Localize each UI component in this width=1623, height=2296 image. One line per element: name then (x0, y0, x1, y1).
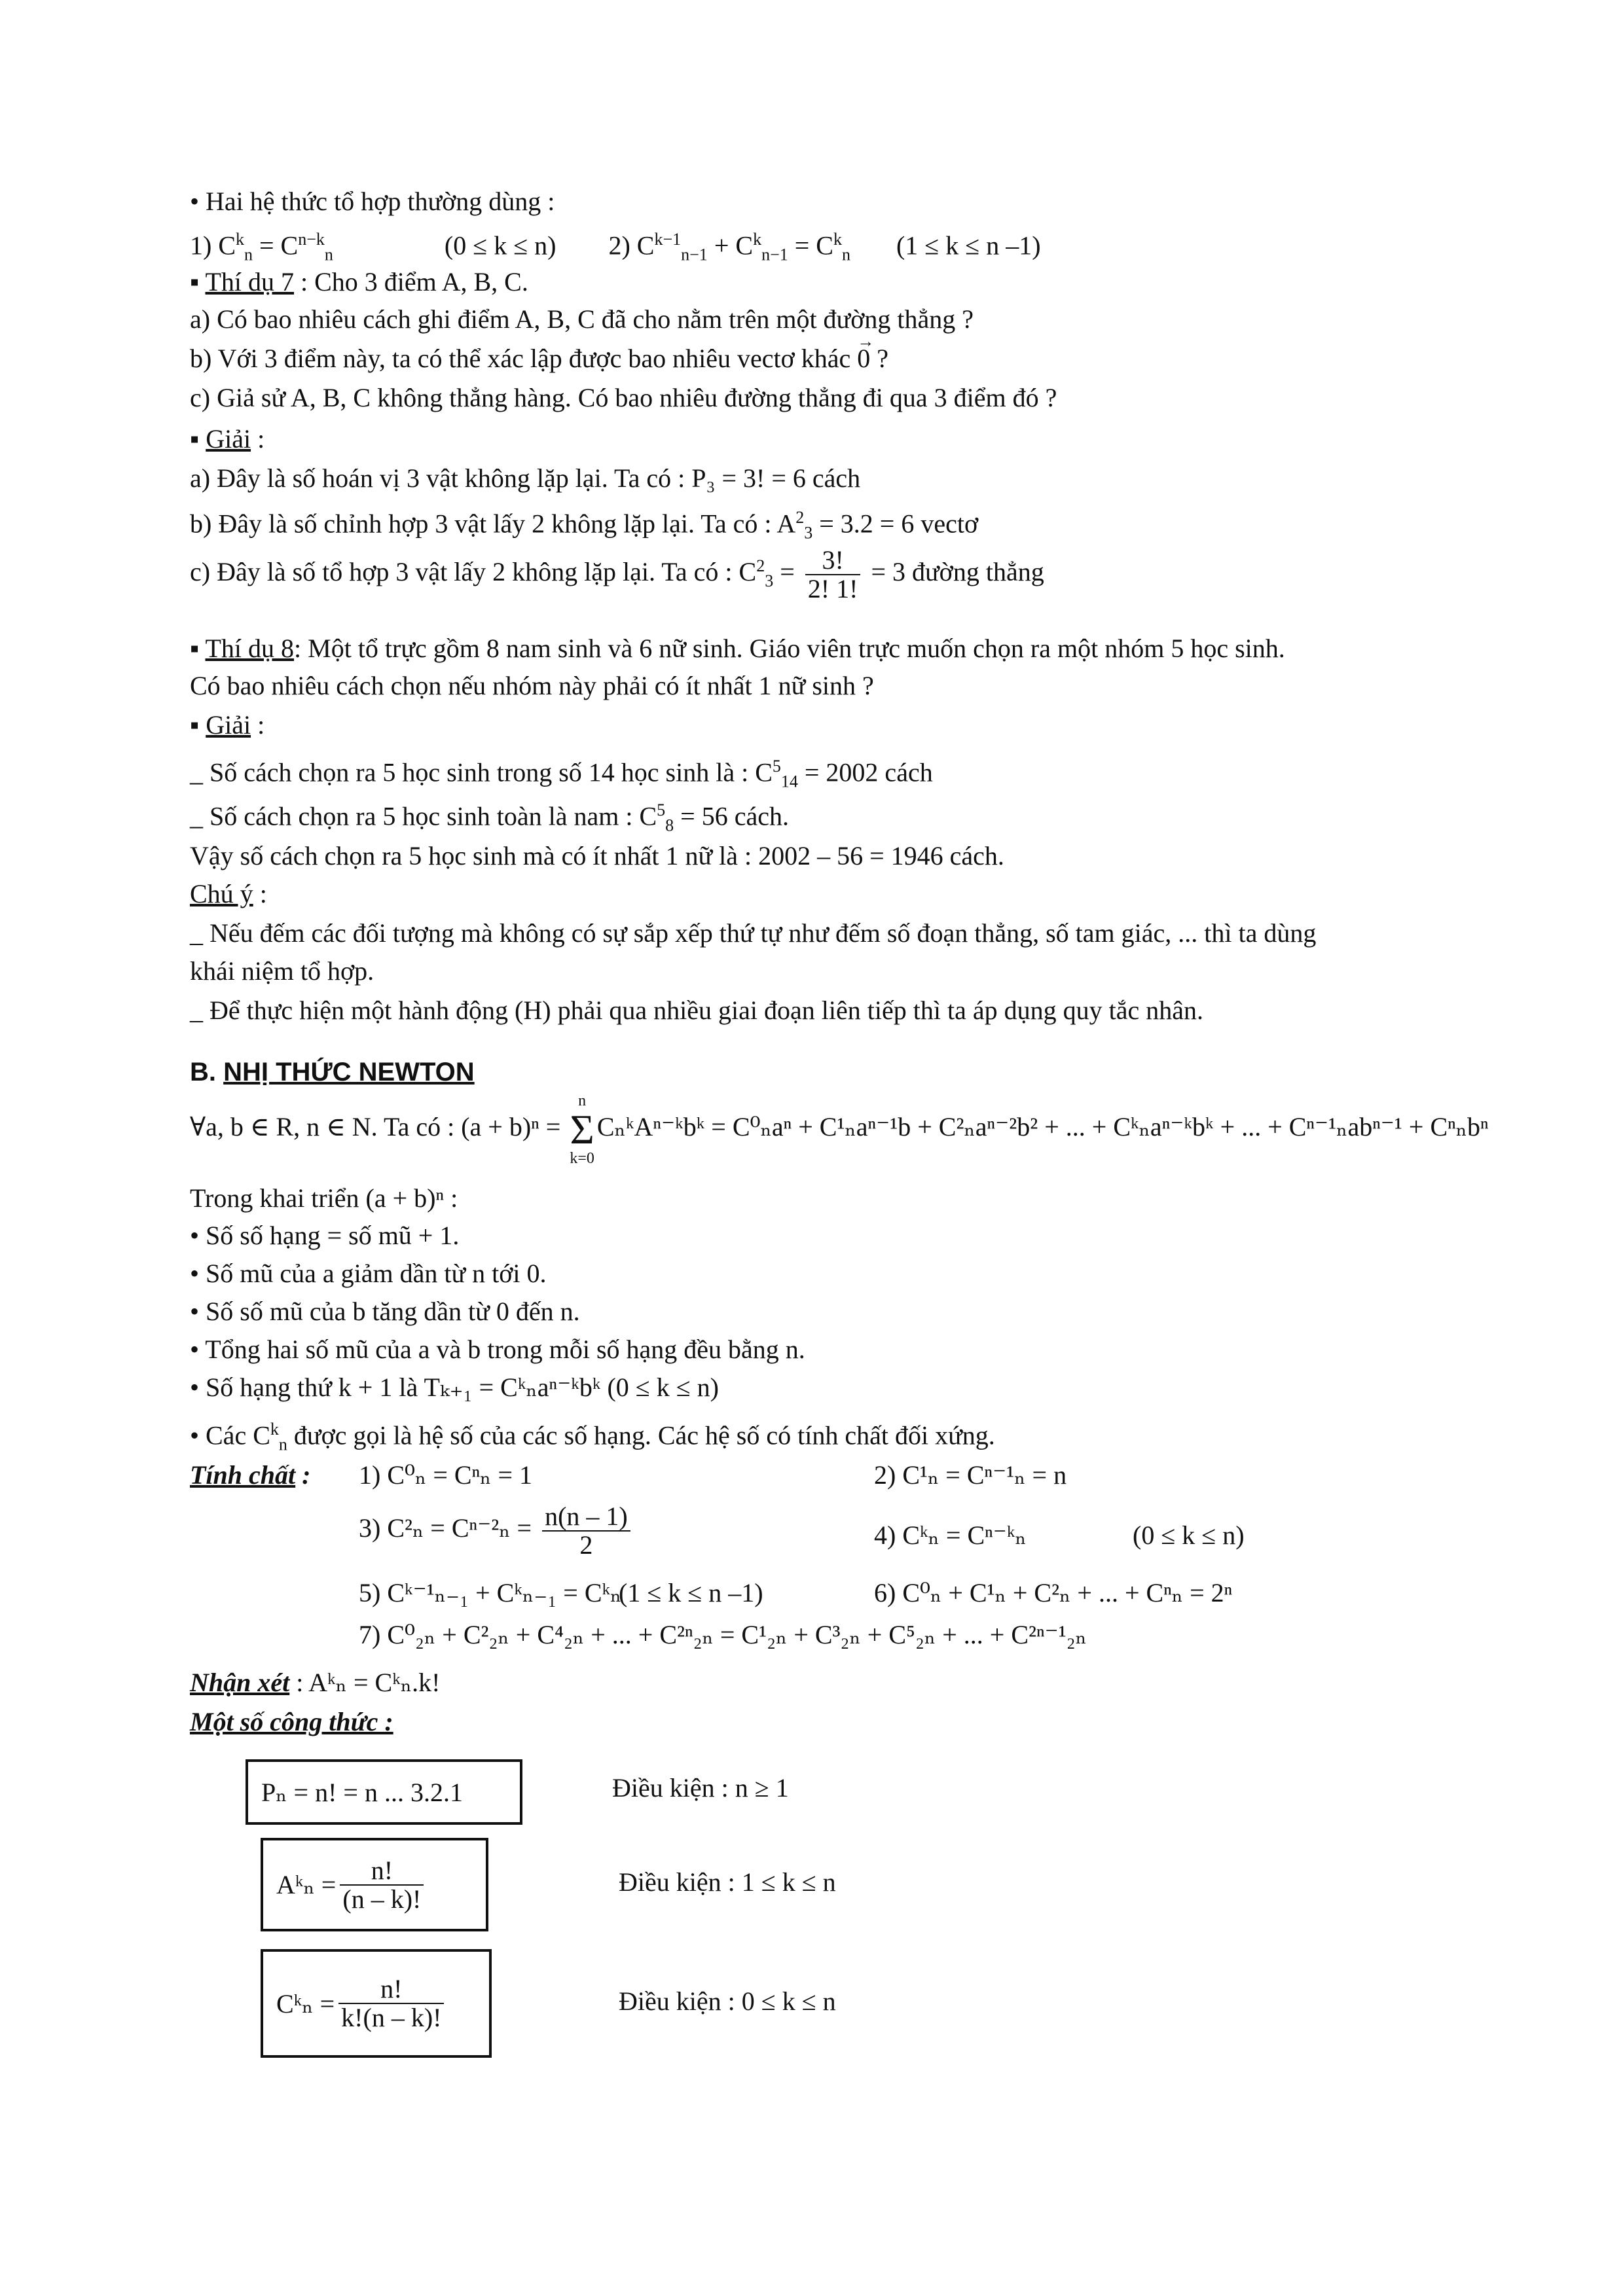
solution-heading-1: ▪ Giải : (190, 424, 265, 454)
formula-box-combination (261, 1949, 492, 2058)
properties-label: Tính chất : (190, 1460, 311, 1490)
fact-6: • Các $C^k_n$ được gọi là hệ số của các số hạng. Các hệ số có tính chất đối xứng. (190, 1420, 995, 1454)
fraction-num: 3! (805, 547, 861, 575)
note-2: _ Để thực hiện một hành động (H) phải qua nhiều giai đoạn liên tiếp thì ta áp dụng quy tắc nhân. (190, 996, 1203, 1025)
sum-bottom: k=0 (570, 1150, 594, 1167)
answer-b-result: = 3.2 = 6 vectơ (812, 509, 979, 539)
box-2-fraction (340, 1857, 424, 1913)
box-3-condition: Điều kiện : 0 ≤ k ≤ n (619, 1986, 836, 2016)
fact-2: • Số mũ của a giảm dần từ n tới 0. (190, 1259, 547, 1288)
fact-1: • Số số hạng = số mũ + 1. (190, 1221, 460, 1250)
box-3-num: n! (338, 1975, 444, 2004)
property-4: 4) Cᵏₙ = Cⁿ⁻ᵏₙ (874, 1520, 1027, 1550)
section-b-title: NHỊ THỨC NEWTON (223, 1058, 475, 1086)
solution-label-2: Giải (206, 710, 251, 740)
zero-vector: → 0 (857, 342, 870, 376)
identity-line: 1) $C^k_n = C^{n-k}_n$ (0 ≤ k ≤ n) 2) $C^{k-1}_{n-1} + C^k_{n-1} = C^k_n$ (1 ≤ k ≤ n –1) (190, 230, 1041, 264)
section-b-prefix: B. (190, 1058, 224, 1086)
fraction-den: 2! 1! (807, 574, 858, 603)
remark-formula: Aᵏₙ = Cᵏₙ.k! (308, 1668, 441, 1697)
question-c: c) Giả sử A, B, C không thẳng hàng. Có bao nhiêu đường thẳng đi qua 3 điểm đó ? (190, 383, 1057, 412)
identity-1-c: 1) C (190, 230, 236, 260)
answer-c-fraction (805, 547, 861, 603)
property-5-cond: (1 ≤ k ≤ n –1) (619, 1578, 763, 1607)
formulas-heading-text: Một số công thức : (190, 1707, 393, 1736)
example-8-text: : Một tổ trực gồm 8 nam sinh và 6 nữ sinh. Giáo viên trực muốn chọn ra một nhóm 5 học sinh. (294, 634, 1285, 663)
binomial-lhs: ∀a, b ∈ R, n ∈ N. Ta có : (a + b)ⁿ = (190, 1112, 561, 1142)
example-8-label: Thí dụ 8 (205, 634, 295, 663)
box-3-den: k!(n – k)! (341, 2003, 442, 2032)
note-heading (190, 877, 267, 911)
box-2-num: n! (340, 1857, 424, 1886)
count-all-result: = 2002 cách (797, 757, 933, 787)
box-2-content (276, 1840, 473, 1929)
question-b-text: b) Với 3 điểm này, ta có thể xác lập được bao nhiêu vectơ khác (190, 344, 851, 373)
remark: Nhận xét : Aᵏₙ = Cᵏₙ.k! (190, 1668, 441, 1697)
example-7-text: : Cho 3 điểm A, B, C. (294, 267, 528, 296)
question-a: a) Có bao nhiêu cách ghi điểm A, B, C đã cho nằm trên một đường thẳng ? (190, 304, 974, 334)
count-all-text: _ Số cách chọn ra 5 học sinh trong số 14 học sinh là : (190, 757, 749, 787)
section-b-heading (190, 1055, 475, 1089)
property-2: 2) C¹ₙ = Cⁿ⁻¹ₙ = n (874, 1460, 1067, 1490)
solution-heading-2: ▪ Giải : (190, 710, 265, 740)
count-all: _ Số cách chọn ra 5 học sinh trong số 14 học sinh là : $C^5_{14} = 2002$ cách (190, 757, 933, 791)
solution-label-1: Giải (206, 424, 251, 454)
formulas-heading (190, 1705, 393, 1739)
properties-label-text: Tính chất (190, 1460, 296, 1490)
fact-6-rest: được gọi là hệ số của các số hạng. Các hệ số có tính chất đối xứng. (293, 1420, 995, 1450)
property-7: 7) C⁰₂ₙ + C²₂ₙ + C⁴₂ₙ + ... + C²ⁿ₂ₙ = C¹₂ₙ + C³₂ₙ + C⁵₂ₙ + ... + C²ⁿ⁻¹₂ₙ (359, 1620, 1087, 1649)
box-1-condition: Điều kiện : n ≥ 1 (612, 1773, 789, 1803)
identity-2-c: 2) C (608, 230, 655, 260)
count-boys-text: _ Số cách chọn ra 5 học sinh toàn là nam : (190, 801, 633, 831)
example-8-question: Có bao nhiêu cách chọn nếu nhóm này phải có ít nhất 1 nữ sinh ? (190, 671, 874, 700)
solution-colon-2: : (251, 710, 265, 740)
answer-c: c) Đây là số tổ hợp 3 vật lấy 2 không lặp lại. Ta có : $C^2_3$ = $\frac{3!}{2! 1!}$ = 3 đường thẳng (190, 545, 1044, 603)
property-3-den: 2 (579, 1530, 593, 1560)
fact-5 (190, 1371, 719, 1405)
remark-label: Nhận xét (190, 1668, 290, 1697)
note-1-cont: khái niệm tổ hợp. (190, 956, 374, 986)
note-label: Chú ý (190, 879, 253, 908)
fact-6-text: • Các (190, 1420, 247, 1450)
box-3-fraction (338, 1975, 444, 2032)
count-conclusion: Vậy số cách chọn ra 5 học sinh mà có ít nhất 1 nữ là : 2002 – 56 = 1946 cách. (190, 841, 1004, 870)
count-boys-result: = 56 cách. (674, 801, 789, 831)
answer-c-result: = 3 đường thẳng (864, 557, 1044, 587)
property-3-num: n(n – 1) (542, 1503, 630, 1532)
box-3-lhs: Cᵏₙ = (276, 1988, 335, 2018)
property-6: 6) C⁰ₙ + C¹ₙ + C²ₙ + ... + Cⁿₙ = 2ⁿ (874, 1578, 1233, 1607)
count-boys: _ Số cách chọn ra 5 học sinh toàn là nam : $C^5_8 = 56$ cách. (190, 800, 789, 835)
answer-b: b) Đây là số chỉnh hợp 3 vật lấy 2 không lặp lại. Ta có : $A^2_3 = 3.2 = 6$ vectơ (190, 508, 979, 543)
answer-c-text: c) Đây là số tổ hợp 3 vật lấy 2 không lặp lại. Ta có : (190, 557, 733, 587)
question-b-end: ? (870, 344, 889, 373)
property-4-cond: (0 ≤ k ≤ n) (1133, 1520, 1245, 1550)
fact-5-text: • Số hạng thứ k + 1 là (190, 1372, 418, 1402)
fact-4: • Tổng hai số mũ của a và b trong mỗi số hạng đều bằng n. (190, 1335, 805, 1364)
fact-3: • Số số mũ của b tăng dần từ 0 đến n. (190, 1297, 580, 1326)
solution-colon-1: : (251, 424, 265, 454)
box-2-lhs: Aᵏₙ = (276, 1870, 337, 1899)
sum-top: n (578, 1092, 587, 1109)
formula-box-permutation (246, 1759, 522, 1825)
sum-symbol: n Σ k=0 (570, 1092, 594, 1167)
note-1: _ Nếu đếm các đối tượng mà không có sự sắp xếp thứ tự như đếm số đoạn thẳng, số tam giác, ... thì ta dùng (190, 918, 1317, 948)
question-b (190, 342, 888, 376)
answer-b-A: A (776, 509, 796, 539)
answer-a: a) Đây là số hoán vị 3 vật không lặp lại. Ta có : P₃ = 3! = 6 cách (190, 463, 861, 493)
identity-2-cond: (1 ≤ k ≤ n –1) (896, 230, 1041, 260)
intro-line: • Hai hệ thức tổ hợp thường dùng : (190, 187, 555, 216)
property-3-lhs: 3) C²ₙ = Cⁿ⁻²ₙ = (359, 1513, 532, 1543)
box-3-content (276, 1952, 476, 2055)
box-2-den: (n – k)! (342, 1884, 422, 1914)
binomial-rhs: CₙᵏAⁿ⁻ᵏbᵏ = C⁰ₙaⁿ + C¹ₙaⁿ⁻¹b + C²ₙaⁿ⁻²b² + ... + Cᵏₙaⁿ⁻ᵏbᵏ + ... + Cⁿ⁻¹ₙabⁿ⁻¹ + Cⁿₙbⁿ (596, 1112, 1489, 1142)
property-5: 5) Cᵏ⁻¹ₙ₋₁ + Cᵏₙ₋₁ = Cᵏₙ (359, 1578, 622, 1607)
property-1: 1) C⁰ₙ = Cⁿₙ = 1 (359, 1460, 533, 1490)
note-colon: : (253, 879, 267, 908)
answer-c-C: C (739, 557, 757, 587)
example-7-heading: ▪ Thí dụ 7 : Cho 3 điểm A, B, C. (190, 267, 528, 296)
property-3 (359, 1503, 634, 1559)
property-3-fraction (542, 1503, 630, 1559)
box-1-content: Pₙ = n! = n ... 3.2.1 (261, 1777, 463, 1807)
binomial-formula (190, 1093, 1489, 1166)
example-7-label: Thí dụ 7 (205, 267, 295, 296)
example-8-heading: ▪ Thí dụ 8: Một tổ trực gồm 8 nam sinh và 6 nữ sinh. Giáo viên trực muốn chọn ra một nhóm 5 học sinh. (190, 634, 1285, 663)
box-2-condition: Điều kiện : 1 ≤ k ≤ n (619, 1867, 836, 1897)
formula-box-arrangement (261, 1838, 488, 1931)
answer-b-text: b) Đây là số chỉnh hợp 3 vật lấy 2 không lặp lại. Ta có : (190, 509, 772, 539)
expansion-heading: Trong khai triển (a + b)ⁿ : (190, 1183, 458, 1213)
identity-1-cond: (0 ≤ k ≤ n) (444, 230, 556, 260)
fact-5-formula: Tₖ₊₁ = Cᵏₙaⁿ⁻ᵏbᵏ (0 ≤ k ≤ n) (424, 1372, 720, 1402)
